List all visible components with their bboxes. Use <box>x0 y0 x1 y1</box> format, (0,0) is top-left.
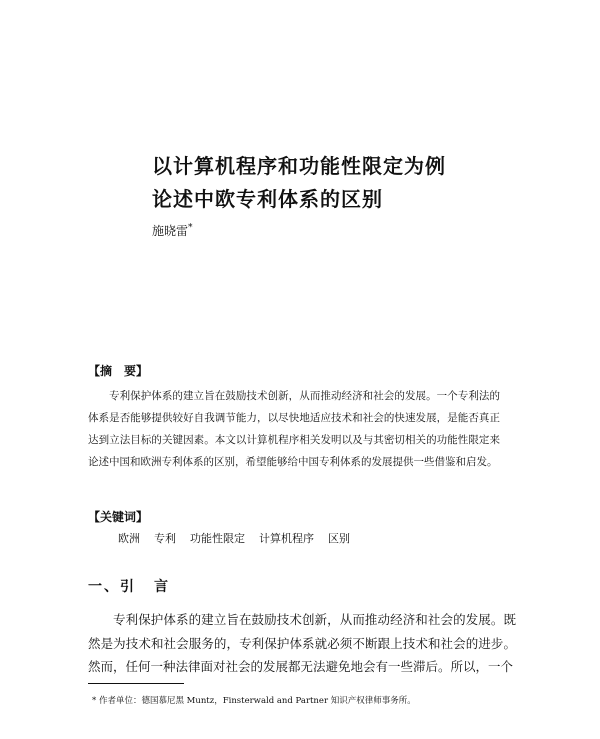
keyword-list <box>118 530 350 546</box>
author <box>152 222 193 239</box>
keyword: 功能性限定 <box>190 532 245 545</box>
paper-title-line-1: 以计算机程序和功能性限定为例 <box>152 154 446 178</box>
keywords-label: 【关键词】 <box>88 510 149 524</box>
keyword: 计算机程序 <box>259 532 314 545</box>
abstract-text: 专利保护体系的建立旨在鼓励技术创新，从而推动经济和社会的发展。一个专利法的体系是否能够提供较好自我调节能力，以尽快地适应技术和社会的快速发展，是能否真正达到立法目标的关键因素。本文以计算机程序相关发明以及与其密切相关的功能性限定来论述中国和欧洲专利体系的区别，希望能够给中国专利体系的发展提供一些借鉴和启发。 <box>88 390 500 468</box>
author-name: 施晓雷 <box>152 224 189 238</box>
keyword: 区别 <box>328 532 350 545</box>
abstract-label: 【摘 要】 <box>88 364 149 378</box>
section-heading: 一、引 言 <box>88 579 170 595</box>
footnote-divider <box>88 683 184 684</box>
author-footnote-mark: * <box>188 223 193 233</box>
footnote: * 作者单位：德国慕尼黑 Muntz，Finsterwald and Partner 知识产权律师事务所。 <box>92 696 416 706</box>
keyword: 专利 <box>154 532 176 545</box>
keyword: 欧洲 <box>118 532 140 545</box>
paper-title-line-2: 论述中欧专利体系的区别 <box>152 187 383 211</box>
body-paragraph: 专利保护体系的建立旨在鼓励技术创新，从而推动经济和社会的发展。既然是为技术和社会服务的，专利保护体系就必须不断跟上技术和社会的进步。然而，任何一种法律面对社会的发展都无法避免地会有一些滞后。所以，一个 <box>88 612 516 674</box>
